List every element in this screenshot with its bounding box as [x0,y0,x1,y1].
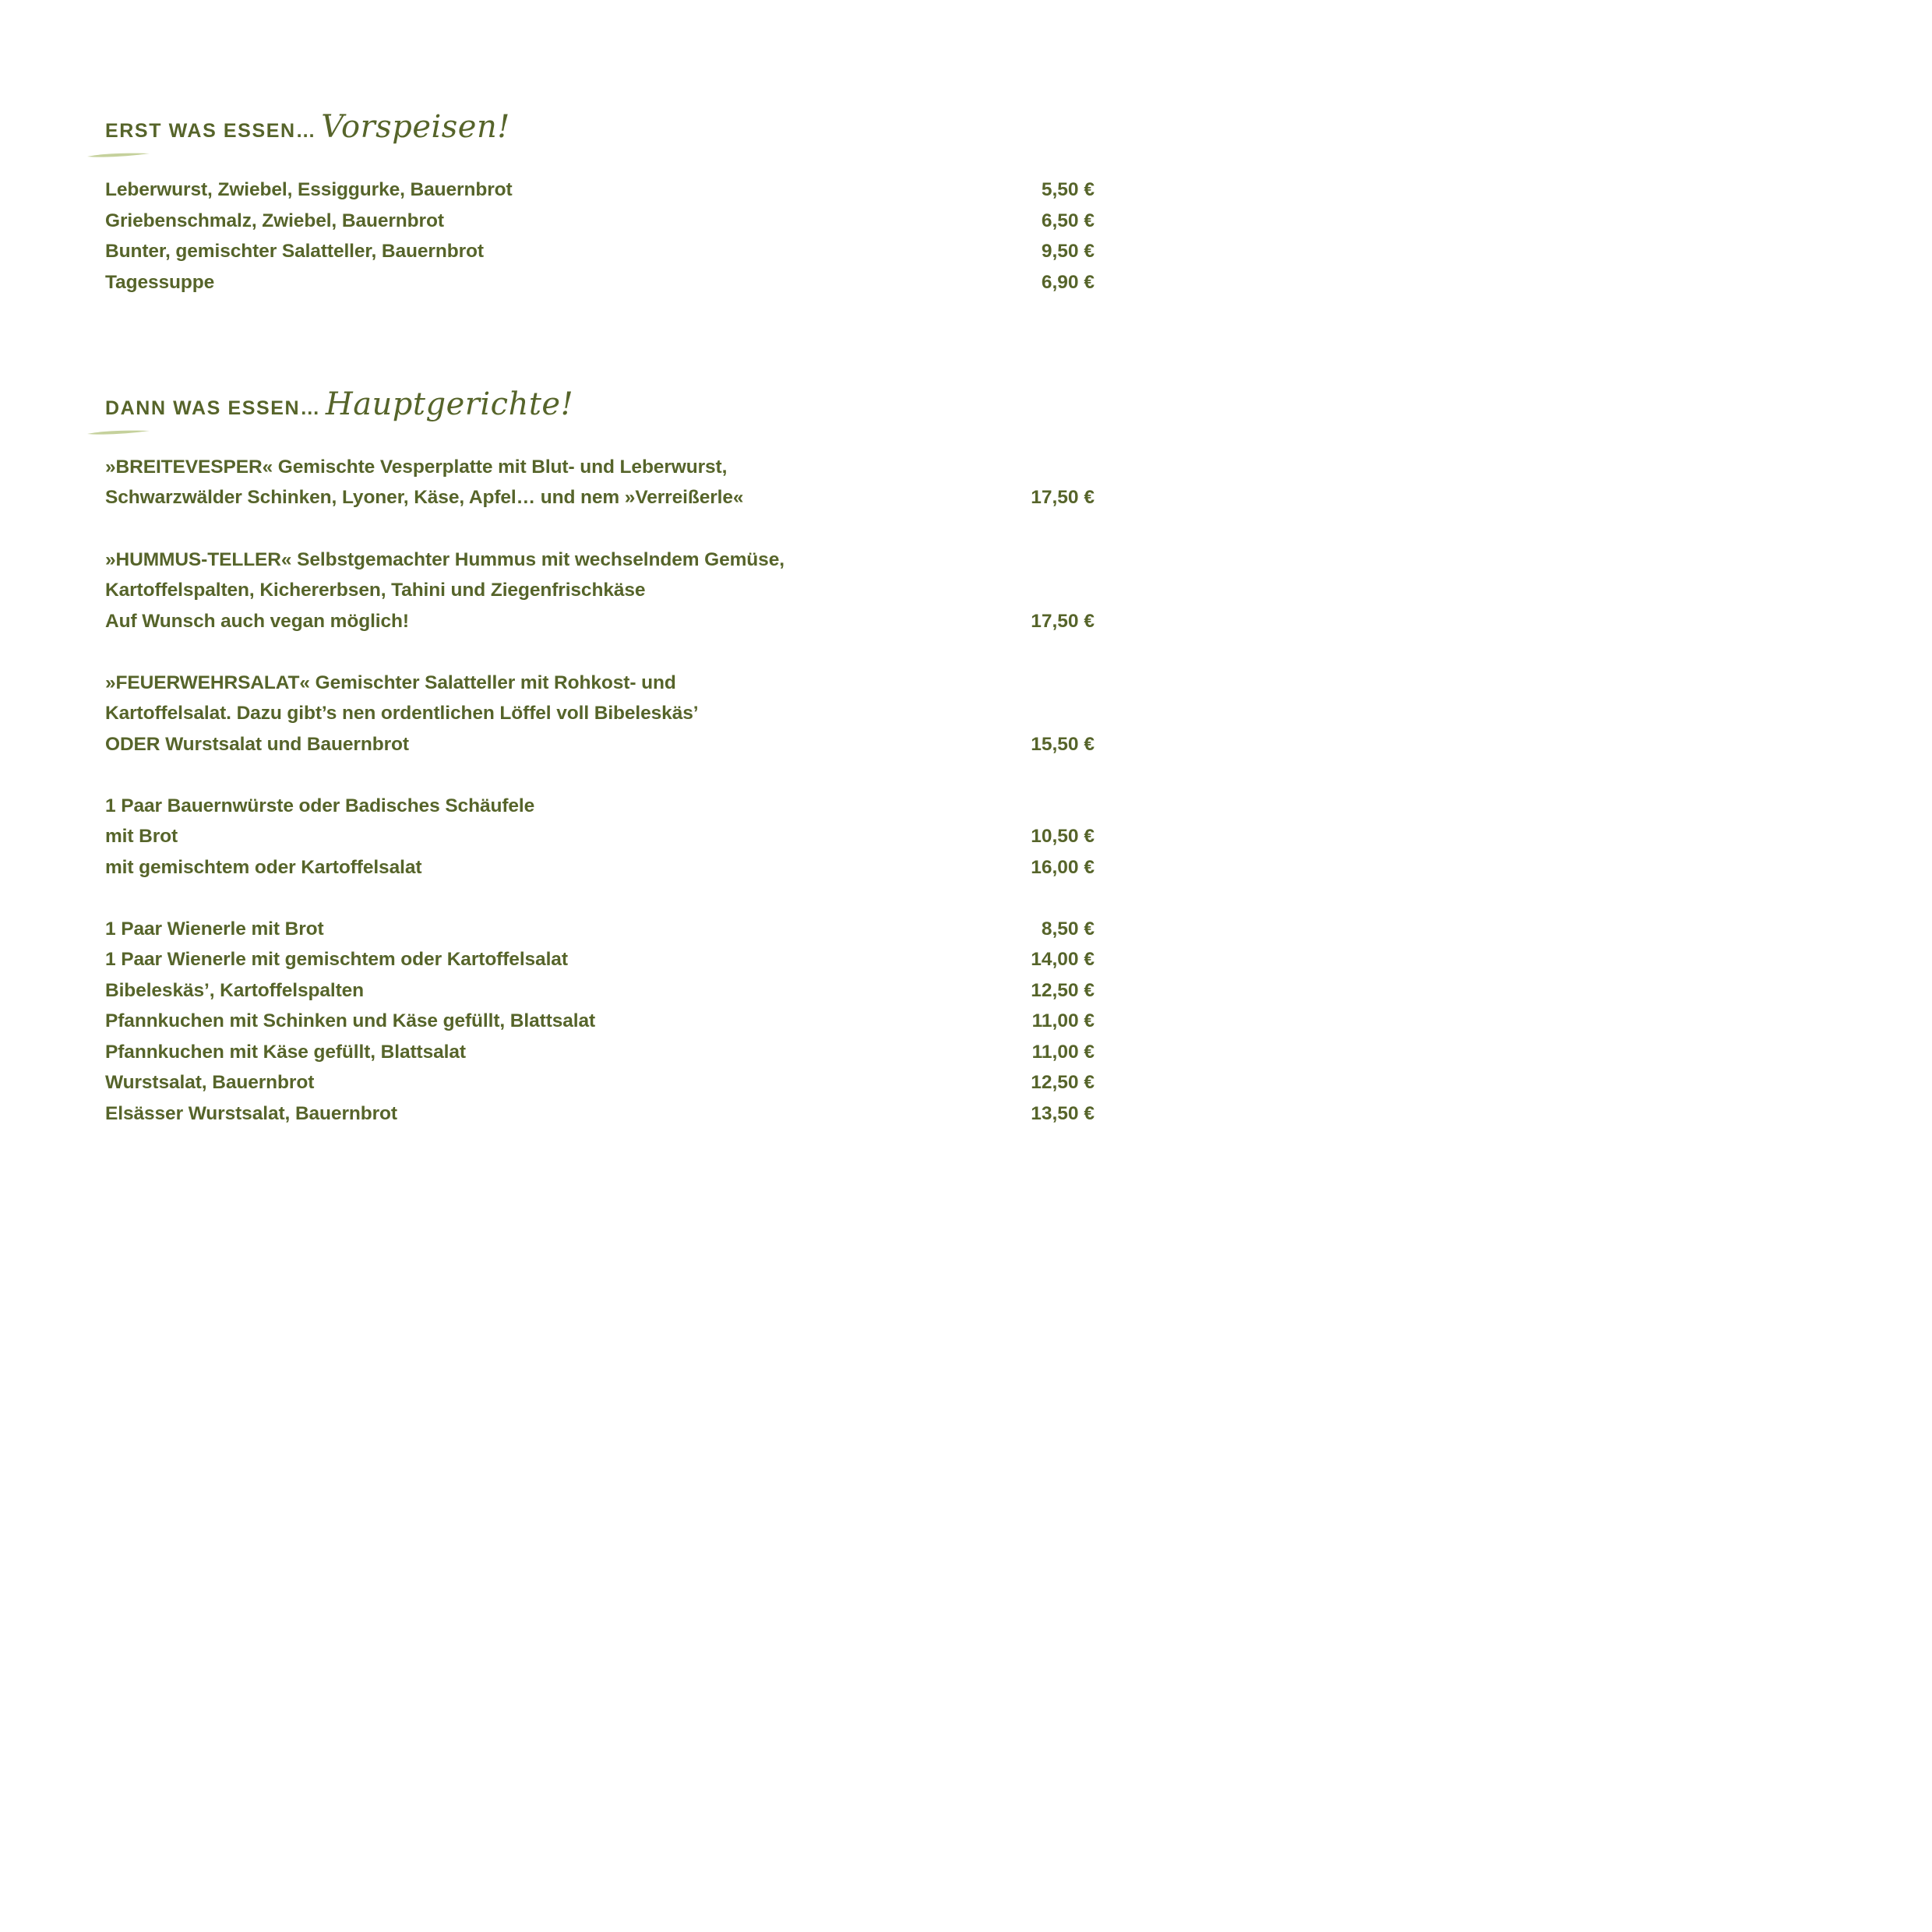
hummus-line1 [105,548,1095,573]
list-item [105,178,1095,203]
item-text: mit Brot [105,826,178,847]
item-price: 15,50 € [1031,734,1095,755]
item-text: Kartoffelsalat. Dazu gibt’s nen ordentlichen Löffel voll Bibeleskäs’ [105,703,699,724]
item-price: 6,90 € [1041,272,1095,293]
starters-heading [105,109,510,145]
hummus-line2 [105,578,1095,603]
bauernwurst-option1 [105,824,1095,849]
item-text: Elsässer Wurstsalat, Bauernbrot [105,1103,397,1124]
item-text: Tagessuppe [105,272,215,293]
item-price: 10,50 € [1031,826,1095,847]
item-text: 1 Paar Wienerle mit Brot [105,918,324,940]
list-item [105,239,1095,264]
item-text: 1 Paar Wienerle mit gemischtem oder Kartoffelsalat [105,949,568,970]
item-text: 1 Paar Bauernwürste oder Badisches Schäufele [105,795,535,816]
item-text: Auf Wunsch auch vegan möglich! [105,611,409,632]
item-price: 11,00 € [1031,1010,1095,1031]
breitevesper-line2 [105,485,1095,510]
breitevesper-line1 [105,455,1095,480]
item-text: Bunter, gemischter Salatteller, Bauernbrot [105,241,484,262]
item-price: 17,50 € [1031,487,1095,508]
mains-underline-swoosh [86,428,151,436]
item-text: Griebenschmalz, Zwiebel, Bauernbrot [105,210,444,231]
item-price: 16,00 € [1031,857,1095,878]
list-item [105,978,1095,1003]
bauernwurst-line1 [105,794,1095,819]
feuerwehr-line2 [105,701,1095,726]
item-text: mit gemischtem oder Kartoffelsalat [105,857,422,878]
mains-heading [105,386,573,422]
item-price: 17,50 € [1031,611,1095,632]
item-price: 8,50 € [1041,918,1095,940]
item-price: 11,00 € [1031,1042,1095,1063]
list-item [105,947,1095,972]
item-text: »FEUERWEHRSALAT« Gemischter Salatteller mit Rohkost- und [105,672,676,693]
item-text: ODER Wurstsalat und Bauernbrot [105,734,409,755]
item-price: 13,50 € [1031,1103,1095,1124]
list-item [105,1070,1095,1095]
list-item [105,270,1095,295]
mains-heading-script: Hauptgerichte! [325,386,574,422]
item-price: 12,50 € [1031,1072,1095,1093]
list-item [105,1040,1095,1065]
item-text: »HUMMUS-TELLER« Selbstgemachter Hummus mit wechselndem Gemüse, [105,549,784,570]
item-text: Pfannkuchen mit Schinken und Käse gefüllt, Blattsalat [105,1010,596,1031]
item-text: Schwarzwälder Schinken, Lyoner, Käse, Apfel… und nem »Verreißerle« [105,487,744,508]
mains-heading-caps: DANN WAS ESSEN… [105,397,321,419]
feuerwehr-line1 [105,671,1095,696]
item-price: 6,50 € [1041,210,1095,231]
item-text: Leberwurst, Zwiebel, Essiggurke, Bauernbrot [105,179,513,200]
item-price: 5,50 € [1041,179,1095,200]
feuerwehr-line3 [105,732,1095,757]
hummus-line3 [105,609,1095,634]
list-item [105,209,1095,234]
starters-heading-caps: ERST WAS ESSEN… [105,120,317,142]
item-text: Pfannkuchen mit Käse gefüllt, Blattsalat [105,1042,466,1063]
list-item [105,1009,1095,1034]
item-price: 14,00 € [1031,949,1095,970]
list-item [105,1102,1095,1126]
item-price: 12,50 € [1031,980,1095,1001]
item-text: Kartoffelspalten, Kichererbsen, Tahini und Ziegenfrischkäse [105,580,646,601]
starters-underline-swoosh [86,151,151,159]
bauernwurst-option2 [105,855,1095,880]
starters-heading-script: Vorspeisen! [321,109,510,145]
list-item [105,917,1095,942]
item-text: »BREITEVESPER« Gemischte Vesperplatte mit Blut- und Leberwurst, [105,457,728,478]
item-price: 9,50 € [1041,241,1095,262]
item-text: Wurstsalat, Bauernbrot [105,1072,315,1093]
item-text: Bibeleskäs’, Kartoffelspalten [105,980,365,1001]
